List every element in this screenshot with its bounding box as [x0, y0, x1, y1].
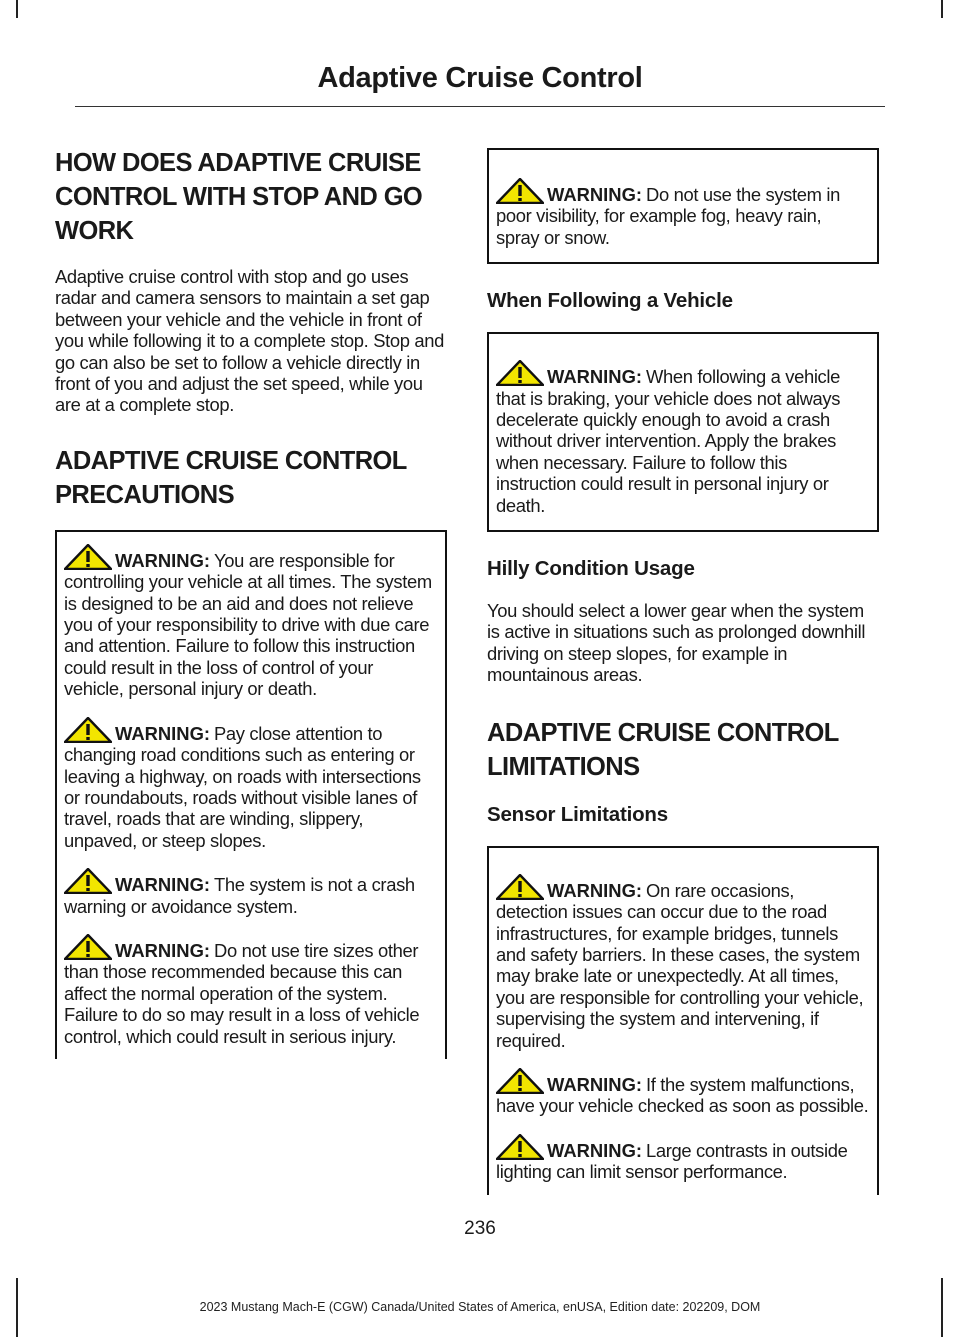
crop-mark-top-left: [16, 0, 18, 18]
warning-text: If the system malfunctions, have your vehicle checked as soon as possible.: [496, 1073, 869, 1117]
warning-text: When following a vehicle that is braking, your vehicle does not always decelerate quickly enough to avoid a crash without driver intervention. Apply the brakes when necessary. Failure to follow this instruction could result in personal injury or death.: [496, 366, 841, 516]
warning-item: [64, 934, 437, 1047]
warning-label: WARNING:: [547, 184, 643, 205]
warning-item: [496, 1068, 869, 1117]
warning-label: WARNING:: [115, 549, 211, 571]
warning-item: [496, 360, 869, 516]
page-number: 236: [464, 1218, 496, 1239]
warning-triangle-icon: [64, 868, 112, 894]
visibility-warning-box: [487, 148, 879, 264]
section-heading-limitations: ADAPTIVE CRUISE CONTROL LIMITATIONS: [487, 718, 839, 781]
subheading-following-vehicle: When Following a Vehicle: [487, 289, 733, 313]
warning-triangle-icon: [64, 934, 112, 960]
warning-text: Pay close attention to changing road conditions such as entering or leaving a highway, on roads with intersections or roundabouts, roads without visible lanes of travel, roads that are winding, slippery, unpaved, or steep slopes.: [64, 722, 421, 851]
title-divider: [75, 106, 885, 107]
following-warning-box: [487, 332, 879, 532]
warning-label: WARNING:: [547, 366, 643, 388]
page-title: Adaptive Cruise Control: [317, 62, 643, 94]
right-column: [487, 148, 879, 1219]
left-column: [55, 146, 447, 1083]
sensor-warning-box: [487, 846, 879, 1195]
warning-text: You are responsible for controlling your vehicle at all times. The system is designed to be an aid and does not relieve you of your responsibility to drive with due care and attention. Failure to follow this instruction could result in the loss of control of your vehicle, personal injury or death.: [64, 549, 432, 700]
warning-item: [64, 868, 437, 917]
warning-text: Large contrasts in outside lighting can limit sensor performance.: [496, 1139, 848, 1183]
hilly-condition-body: You should select a lower gear when the system is active in situations such as prolonged downhill driving on steep slopes, for example in mountainous areas.: [487, 600, 866, 686]
section-heading-precautions: ADAPTIVE CRUISE CONTROL PRECAUTIONS: [55, 446, 407, 509]
warning-label: WARNING:: [115, 874, 211, 896]
warning-triangle-icon: [496, 178, 544, 204]
warning-item: [496, 178, 869, 248]
warning-text: On rare occasions, detection issues can occur due to the road infrastructures, for example bridges, tunnels and safety barriers. In these cases, the system may brake late or unexpectedly. At all times, you are responsible for controlling your vehicle, supervising the system and intervening, if required.: [496, 879, 864, 1051]
warning-text: Do not use the system in poor visibility, for example fog, heavy rain, spray or snow.: [496, 184, 841, 248]
crop-mark-top-right: [941, 0, 943, 18]
warning-label: WARNING:: [547, 1073, 643, 1095]
warning-triangle-icon: [496, 1068, 544, 1094]
warning-triangle-icon: [496, 1134, 544, 1160]
warning-item: [496, 874, 869, 1051]
warning-item: [64, 544, 437, 700]
warning-item: [496, 1134, 869, 1183]
warning-text: Do not use tire sizes other than those recommended because this can affect the normal operation of the system. Failure to do so may result in a loss of vehicle control, which could result in serious injury.: [64, 939, 420, 1047]
section-body-how-it-works: Adaptive cruise control with stop and go uses radar and camera sensors to maintain a set gap between your vehicle and the vehicle in front of you while following it to a complete stop. Stop and go can also be set to follow a vehicle directly in front of you and adjust the set speed, while you are at a complete stop.: [55, 266, 445, 416]
subheading-sensor-limitations: Sensor Limitations: [487, 802, 668, 826]
subheading-hilly-condition: Hilly Condition Usage: [487, 557, 695, 581]
warning-triangle-icon: [64, 717, 112, 743]
precautions-warning-box: [55, 530, 447, 1059]
warning-label: WARNING:: [115, 722, 211, 744]
warning-label: WARNING:: [547, 1139, 643, 1161]
warning-triangle-icon: [496, 360, 544, 386]
warning-triangle-icon: [64, 544, 112, 570]
footer-edition-info: 2023 Mustang Mach-E (CGW) Canada/United States of America, enUSA, Edition date: 202209, DOM: [199, 1300, 761, 1314]
section-heading-how-it-works: HOW DOES ADAPTIVE CRUISE CONTROL WITH STOP AND GO WORK: [55, 149, 423, 245]
warning-label: WARNING:: [115, 939, 211, 961]
warning-text: The system is not a crash warning or avoidance system.: [64, 874, 415, 917]
warning-triangle-icon: [496, 874, 544, 900]
warning-item: [64, 717, 437, 851]
warning-label: WARNING:: [547, 879, 643, 901]
